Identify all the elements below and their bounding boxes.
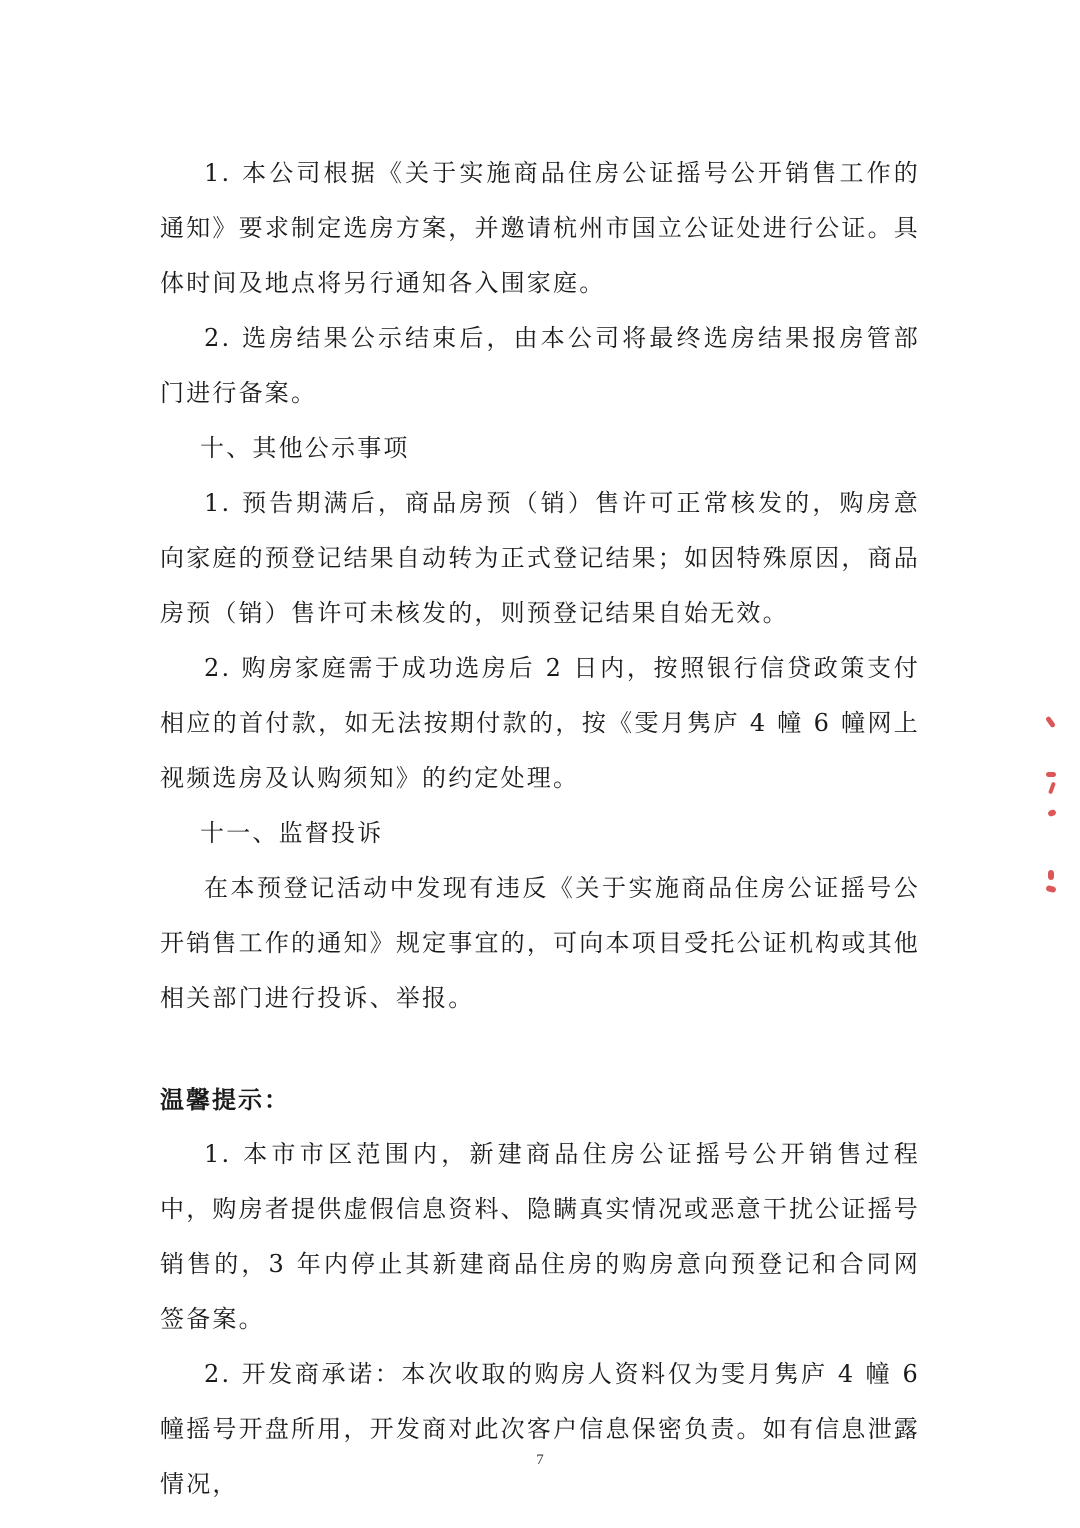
paragraph-down-payment: 2. 购房家庭需于成功选房后 2 日内，按照银行信贷政策支付相应的首付款，如无法按期付款的，按《雯月隽庐 4 幢 6 幢网上视频选房及认购须知》的约定处理。 <box>160 654 920 792</box>
paragraph-pre-registration-validity: 1. 预告期满后，商品房预（销）售许可正常核发的，购房意向家庭的预登记结果自动转为正式登记结果；如因特殊原因，商品房预（销）售许可未核发的，则预登记结果自始无效。 <box>160 489 920 627</box>
section-heading-supervision: 十一、监督投诉 <box>200 819 384 847</box>
seal-fragment-icon <box>1042 710 1062 910</box>
page-number: 7 <box>536 1452 544 1468</box>
document-body <box>160 146 920 1512</box>
tip-false-information: 1. 本市市区范围内，新建商品住房公证摇号公开销售过程中，购房者提供虚假信息资料、隐瞒真实情况或恶意干扰公证摇号销售的，3 年内停止其新建商品住房的购房意向预登记和合同网签备案。 <box>160 1140 920 1333</box>
tips-title: 温馨提示： <box>160 1085 290 1114</box>
section-heading-other-matters: 十、其他公示事项 <box>200 434 410 462</box>
paragraph-result-filing: 2. 选房结果公示结束后，由本公司将最终选房结果报房管部门进行备案。 <box>160 324 920 407</box>
tip-developer-commitment: 2. 开发商承诺：本次收取的购房人资料仅为雯月隽庐 4 幢 6 幢摇号开盘所用，开发商对此次客户信息保密负责。如有信息泄露情况， <box>160 1360 920 1498</box>
paragraph-selection-plan: 1. 本公司根据《关于实施商品住房公证摇号公开销售工作的通知》要求制定选房方案，并邀请杭州市国立公证处进行公证。具体时间及地点将另行通知各入围家庭。 <box>160 159 920 297</box>
paragraph-complaints: 在本预登记活动中发现有违反《关于实施商品住房公证摇号公开销售工作的通知》规定事宜的，可向本项目受托公证机构或其他相关部门进行投诉、举报。 <box>160 874 920 1012</box>
